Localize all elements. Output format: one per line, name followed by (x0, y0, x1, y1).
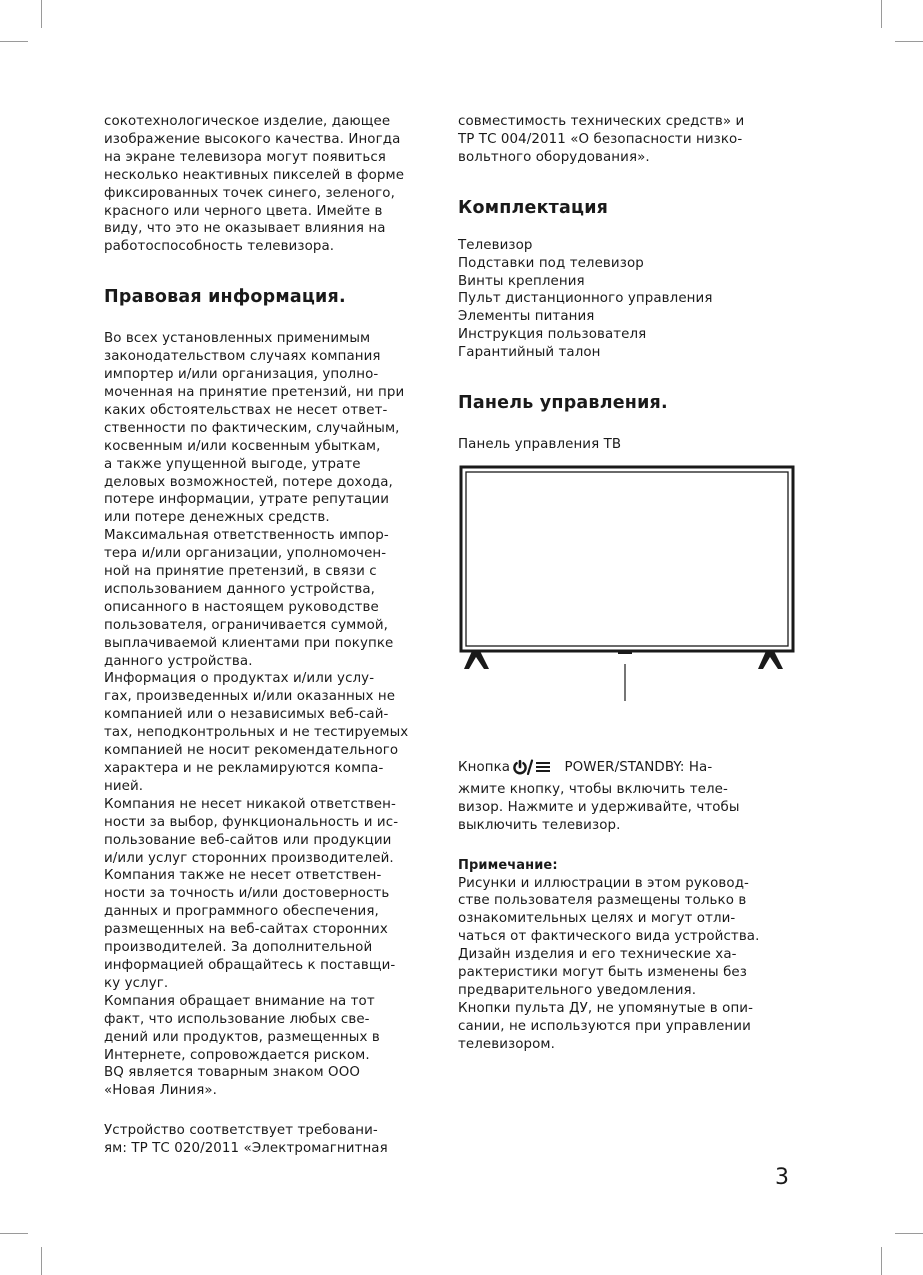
crop-mark-bottom-left-v (41, 1247, 42, 1275)
crop-mark-top-left-h (0, 41, 28, 42)
tv-stand-left (464, 651, 489, 669)
kit-list (458, 237, 798, 362)
list-item: Винты крепления (458, 273, 585, 289)
crop-mark-top-left-v (41, 0, 42, 28)
compliance-continued: совместимость технических средств» и ТР ТС 004/2011 «О безопасности низко- вольтного оборудования». (458, 114, 745, 165)
panel-heading: Панель управления. (458, 393, 668, 414)
compliance-paragraph: Устройство соответствует требовани- ям: ТР ТС 020/2011 «Электромагнитная (104, 1123, 388, 1157)
tv-screen (466, 472, 788, 646)
list-item: Пульт дистанционного управления (458, 291, 713, 307)
list-item: Инструкция пользователя (458, 327, 647, 343)
note-heading: Примечание: (458, 857, 558, 873)
button-desc: жмите кнопку, чтобы включить теле- визор. Нажмите и удерживайте, чтобы выключить телевизор. (458, 781, 740, 833)
crop-mark-bottom-right-v (881, 1247, 882, 1275)
legal-heading: Правовая информация. (104, 287, 346, 308)
list-item: Гарантийный талон (458, 345, 601, 361)
panel-subtitle: Панель управления ТВ (458, 437, 622, 453)
list-item: Элементы питания (458, 309, 595, 325)
power-button-description (458, 759, 798, 781)
note-body: Рисунки и иллюстрации в этом руковод- стве пользователя размещены только в ознакомительных целях и могут отли- чаться от фактического вида устройства. Дизайн изделия и его технические ха- рактеристики могут быть изменены без предварительного уведомления. Кнопки пульта ДУ, не упомянутые в опи- сании, не используются при управлении телевизором. (458, 875, 760, 1052)
crop-mark-bottom-right-h (895, 1233, 923, 1234)
kit-heading: Комплектация (458, 197, 609, 218)
crop-mark-top-right-v (881, 0, 882, 28)
crop-mark-top-right-h (895, 41, 923, 42)
legal-body: Во всех установленных применимым законодательством случаях компания импортер и/или организация, уполно- моченная на принятие претензий, ни при каких обстоятельствах не несет ответ- ственности по фактическим, случайным, косвенным и/или косвенным убыткам, а также упущенной выгоде, утрате деловых возможностей, потере дохода, потере информации, утрате репутации или потере денежных средств. Максимальная ответственность импор- тера и/или организации, уполномочен- ной на принятие претензий, в связи с использованием данного устройства, описанного в настоящем руководстве пользователя, ограничивается суммой, выплачиваемой клиентами при покупке данного устройства. Информация о продуктах и/или услу- гах, произведенных и/или оказанных не компанией или о независимых веб-сай- тах, неподконтрольных и не тестируемых компанией не носит рекомендательного характера и не рекламируются компа- нией. Компания не несет никакой ответствен- ности за выбор, функциональность и ис- пользование веб-сайтов или продукции и/или услуг сторонних производителей. Компания также не несет ответствен- ности за точность и/или достоверность данных и программного обеспечения, размещенных на веб-сайтах сторонних производителей. За дополнительной информацией обращайтесь к поставщи- ку услуг. Компания обращает внимание на тот факт, что использование любых све- дений или продуктов, размещенных в Интернете, сопровождается риском. BQ является товарным знаком ООО «Новая Линия». (104, 331, 409, 1099)
list-item: Телевизор (458, 237, 533, 253)
tv-control-button (618, 651, 632, 654)
intro-paragraph: сокотехнологическое изделие, дающее изображение высокого качества. Иногда на экране телевизора могут появиться несколько неактивных пикселей в форме фиксированных точек синего, зеленого, красного или черного цвета. Имейте в виду, что это не оказывает влияния на работоспособность телевизора. (104, 114, 405, 255)
power-icon (512, 759, 556, 775)
tv-illustration (458, 465, 798, 705)
list-item: Подставки под телевизор (458, 255, 644, 271)
menu-icon (536, 762, 550, 772)
left-column (104, 113, 444, 1158)
page-number: 3 (775, 1165, 789, 1190)
button-label-rest: POWER/STANDBY: На- (560, 759, 713, 775)
tv-stand-right (758, 651, 783, 669)
crop-mark-bottom-left-h (0, 1233, 28, 1234)
button-label-start: Кнопка (458, 759, 511, 775)
power-menu-icons (512, 759, 556, 781)
